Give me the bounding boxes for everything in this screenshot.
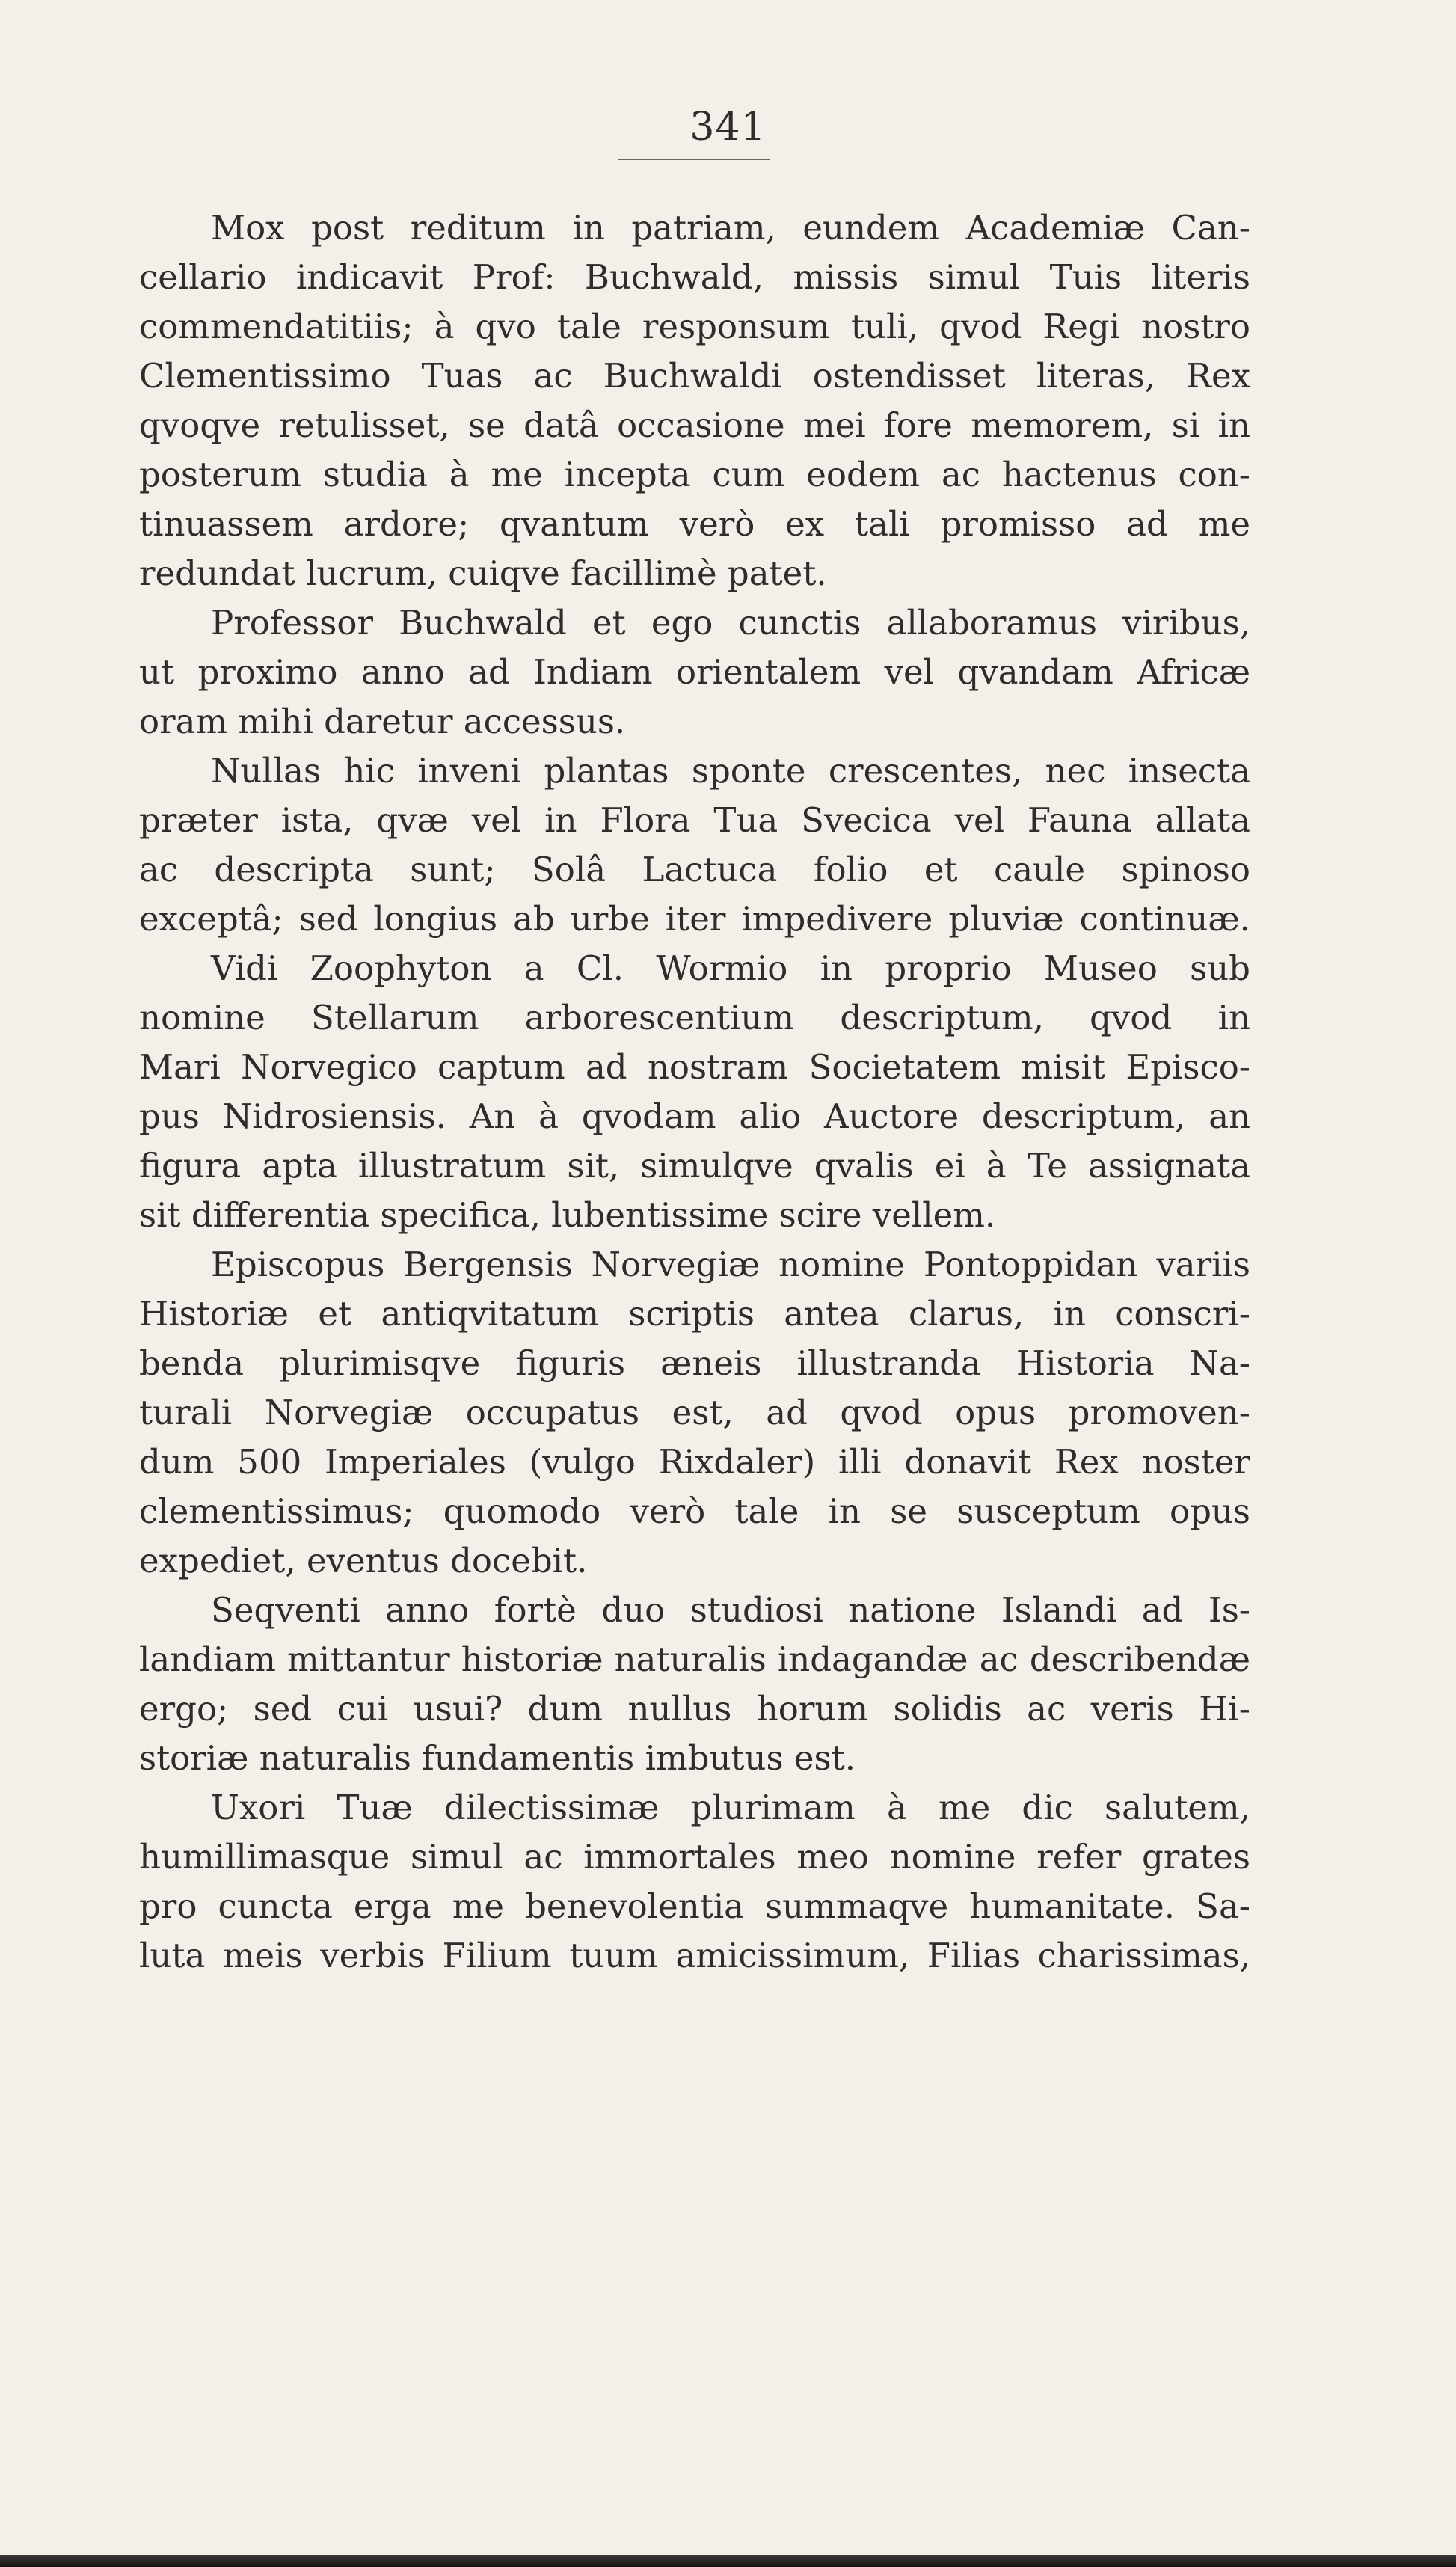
text-line: Seqventi anno fortè duo studiosi natione Islandi ad Is- (211, 1590, 1250, 1630)
text-line: qvoqve retulisset, se datâ occasione mei fore memorem, si in (139, 405, 1250, 445)
text-line: clementissimus; quomodo verò tale in se susceptum opus (139, 1491, 1250, 1531)
text-line: tinuassem ardore; qvantum verò ex tali promisso ad me (139, 504, 1250, 544)
text-line: expediet, eventus docebit. (139, 1541, 588, 1580)
letter-body (139, 203, 1250, 1981)
text-line: landiam mittantur historiæ naturalis indagandæ ac describendæ (139, 1640, 1250, 1679)
paragraph-5 (139, 1240, 1250, 1586)
text-line: benda plurimisqve figuris æneis illustranda Historia Na- (139, 1343, 1250, 1383)
paragraph-1 (139, 203, 1250, 598)
scan-bottom-edge (0, 2555, 1456, 2567)
text-line: storiæ naturalis fundamentis imbutus est. (139, 1738, 856, 1778)
text-line: dum 500 Imperiales (vulgo Rixdaler) illi donavit Rex noster (139, 1442, 1250, 1482)
text-line: pus Nidrosiensis. An à qvodam alio Auctore descriptum, an (139, 1097, 1250, 1136)
text-line: Uxori Tuæ dilectissimæ plurimam à me dic salutem, (211, 1788, 1250, 1827)
text-line: commendatitiis; à qvo tale responsum tuli, qvod Regi nostro (139, 307, 1250, 346)
paragraph-7 (139, 1783, 1250, 1981)
text-line: Nullas hic inveni plantas sponte crescentes, nec insecta (211, 751, 1250, 791)
text-line: turali Norvegiæ occupatus est, ad qvod opus promoven- (139, 1393, 1250, 1432)
text-line: Historiæ et antiqvitatum scriptis antea clarus, in conscri- (139, 1294, 1250, 1334)
text-line: sit differentia specifica, lubentissime scire vellem. (139, 1195, 996, 1235)
text-line: ergo; sed cui usui? dum nullus horum solidis ac veris Hi- (139, 1689, 1250, 1729)
paragraph-2 (139, 598, 1250, 746)
paragraph-4 (139, 944, 1250, 1240)
text-line: redundat lucrum, cuiqve facillimè patet. (139, 553, 827, 593)
paragraph-6 (139, 1586, 1250, 1783)
text-line: Mari Norvegico captum ad nostram Societatem misit Episco- (139, 1047, 1250, 1087)
text-line: pro cuncta erga me benevolentia summaqve humanitate. Sa- (139, 1886, 1250, 1926)
text-line: ut proximo anno ad Indiam orientalem vel qvandam Africæ (139, 652, 1250, 692)
text-line: exceptâ; sed longius ab urbe iter impedivere pluviæ continuæ. (139, 899, 1250, 939)
text-line: ac descripta sunt; Solâ Lactuca folio et caule spinoso (139, 850, 1250, 889)
text-line: nomine Stellarum arborescentium descriptum, qvod in (139, 998, 1250, 1037)
text-line: posterum studia à me incepta cum eodem ac hactenus con- (139, 455, 1250, 494)
text-line: Clementissimo Tuas ac Buchwaldi ostendisset literas, Rex (139, 356, 1250, 396)
text-line: Professor Buchwald et ego cunctis allaboramus viribus, (211, 603, 1250, 642)
text-line: præter ista, qvæ vel in Flora Tua Svecica vel Fauna allata (139, 800, 1250, 840)
text-line: oram mihi daretur accessus. (139, 702, 626, 741)
page-number-rule (618, 159, 770, 160)
text-line: Mox post reditum in patriam, eundem Academiæ Can- (211, 208, 1250, 248)
paragraph-3 (139, 746, 1250, 944)
text-line: humillimasque simul ac immortales meo nomine refer grates (139, 1837, 1250, 1877)
text-line: luta meis verbis Filium tuum amicissimum, Filias charissimas, (139, 1936, 1250, 1975)
page-number: 341 (689, 105, 767, 150)
text-line: Vidi Zoophyton a Cl. Wormio in proprio Museo sub (211, 948, 1250, 988)
text-line: Episcopus Bergensis Norvegiæ nomine Pontoppidan variis (211, 1245, 1250, 1284)
text-line: cellario indicavit Prof: Buchwald, missis simul Tuis literis (139, 257, 1250, 297)
text-line: figura apta illustratum sit, simulqve qvalis ei à Te assignata (139, 1146, 1250, 1186)
